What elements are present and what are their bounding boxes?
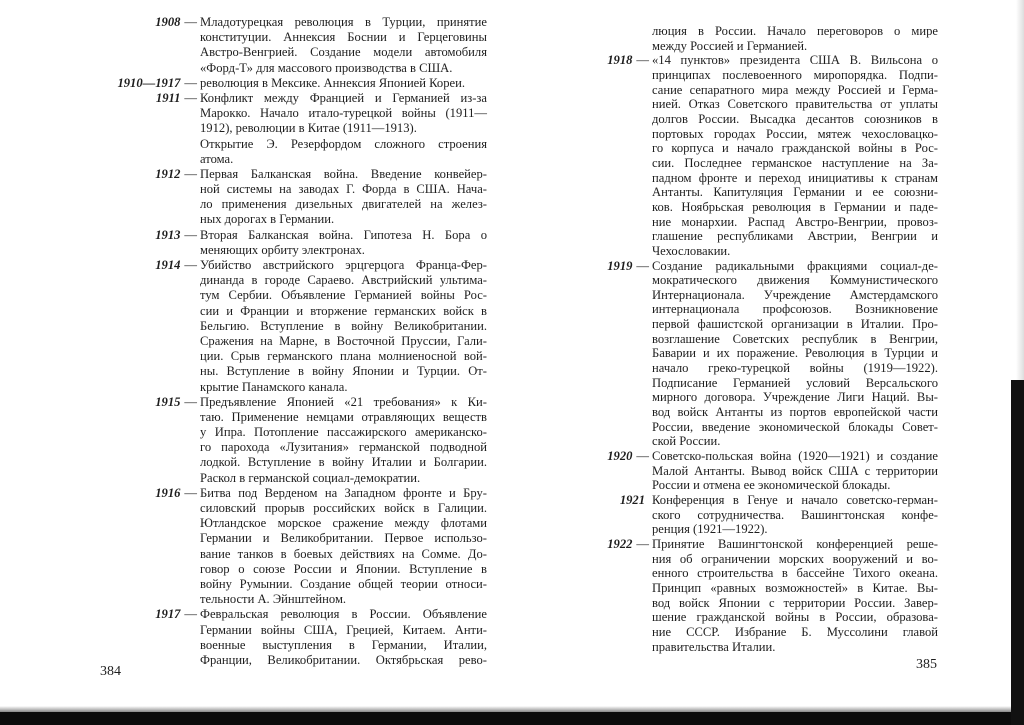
line-text: долгов России. Высадка десантов союзников в	[652, 111, 938, 126]
line-text: говор о союзе России и Японии. Вступление в	[200, 561, 487, 576]
chronology-entry	[619, 493, 938, 537]
chronology-column-right	[607, 24, 938, 654]
entry-text-line	[652, 97, 938, 112]
line-text: сии и Франции и вторжение германских войск в	[200, 303, 487, 318]
chronology-entry	[652, 24, 938, 53]
entry-text-line	[200, 364, 487, 379]
line-text: Раскол в германской социал-демократии.	[200, 470, 421, 485]
line-text: ренция (1921—1922).	[652, 522, 768, 537]
entry-text-line	[200, 455, 487, 470]
entry-text-line	[155, 15, 487, 30]
entry-text-line	[155, 227, 487, 243]
chronology-entry	[155, 607, 487, 668]
line-text: ных дорогах в Германии.	[200, 212, 335, 227]
entry-text-line	[652, 434, 938, 449]
line-text: го парохода «Лузитания» германской подводной	[200, 440, 487, 455]
line-text: ского сотрудничества. Вашингтонская конфе-	[652, 507, 938, 522]
entry-text-line	[200, 349, 487, 364]
line-text: падном фронте и переход инициативы к странам	[652, 170, 938, 185]
year-label: 1921	[619, 493, 645, 507]
entry-text-line	[200, 334, 487, 349]
line-text: Сражения на Марне, в Восточной Пруссии, Гали-	[200, 333, 487, 348]
line-text: начало греко-турецкой войны (1919—1922).	[652, 361, 938, 376]
line-text: «Форд-Т» для массового производства в США.	[200, 60, 453, 75]
entry-text-line	[155, 485, 487, 501]
chronology-entry	[155, 90, 487, 167]
line-text: мирного договора. Учреждение Лиги Наций. Вы-	[652, 390, 938, 405]
year-label: 1917	[155, 607, 181, 622]
line-text: Чехословакии.	[652, 243, 731, 258]
line-text: Интернационала. Учреждение Амстердамского	[652, 287, 938, 302]
entry-year	[620, 493, 649, 508]
entry-text-line	[652, 68, 938, 83]
entry-text-line	[652, 229, 938, 244]
entry-text-line	[652, 156, 938, 171]
entry-text-line	[619, 493, 938, 508]
year-label: 1918	[607, 53, 633, 68]
line-text: ны. Вступление в войну Японии и Турции. От-	[200, 364, 487, 379]
entry-text-line	[652, 288, 938, 303]
line-text: первой фашистской организации в Италии. Про-	[652, 317, 938, 332]
year-label: 1922	[607, 536, 633, 551]
chronology-entry	[155, 15, 487, 76]
line-text: Ютландское морское сражение между флотами	[200, 516, 487, 531]
entry-text-line	[200, 288, 487, 303]
entry-text-line	[200, 212, 487, 227]
entry-year	[607, 537, 649, 552]
line-text: ния об ограничении морских вооружений и во-	[652, 551, 938, 566]
entry-text-line	[652, 112, 938, 127]
year-label: 1920	[607, 449, 633, 464]
entry-text-line	[652, 552, 938, 567]
line-text: Убийство австрийского эрцгерцога Франца-Фер-	[200, 258, 487, 272]
line-text: возглашение Советских республик в Венгрии,	[652, 331, 938, 346]
line-text: Франции, Великобритании. Октябрьская рево-	[200, 652, 487, 667]
line-text: Баварии и их поражение. Революция в Турции и	[652, 346, 938, 361]
line-text: Советско-польская война (1920—1921) и создание	[652, 449, 938, 464]
year-label: 1912	[155, 166, 181, 181]
line-text: люция в России. Начало переговоров о мире	[652, 24, 938, 38]
entry-text-line	[200, 501, 487, 516]
line-text: Австро-Венгрией. Создание модели автомобиля	[200, 45, 487, 60]
year-label: 1908	[155, 15, 181, 29]
entry-text-line	[200, 547, 487, 562]
line-text: тельности А. Эйнштейном.	[200, 592, 347, 607]
line-text: ние СССР. Избрание Б. Муссолини главой	[652, 624, 938, 639]
entry-text-line	[652, 581, 938, 596]
chronology-entry	[155, 485, 487, 608]
entry-text-line	[200, 471, 487, 486]
entry-text-line	[200, 592, 487, 607]
entry-year	[607, 53, 649, 68]
entry-text-line	[200, 638, 487, 653]
chronology-entry	[155, 258, 487, 395]
entry-text-line	[652, 215, 938, 230]
line-text: го корпуса и начало гражданской войны в Рос-	[652, 141, 938, 156]
entry-text-line	[652, 566, 938, 581]
entry-text-line	[652, 640, 938, 655]
entry-text-line	[652, 464, 938, 479]
chronology-entry	[155, 166, 487, 228]
entry-year	[155, 15, 197, 30]
line-text: войну Румынии. Создание общей теории относи-	[200, 576, 487, 591]
line-text: военные выступления в Германии, Италии,	[200, 637, 487, 652]
entry-text-line	[200, 106, 487, 121]
line-text: меняющих орбиту электронах.	[200, 242, 365, 257]
entry-text-line	[652, 625, 938, 640]
line-text: Антанты. Капитуляция Германии и ее союзни-	[652, 185, 938, 200]
entry-year	[155, 228, 197, 243]
entry-year	[156, 91, 197, 106]
entry-text-line	[200, 30, 487, 45]
entry-text-line	[652, 200, 938, 215]
entry-text-line	[200, 304, 487, 319]
entry-text-line	[200, 577, 487, 592]
entry-year	[155, 395, 197, 410]
entry-text-line	[200, 197, 487, 212]
year-dash: —	[184, 258, 197, 272]
entry-text-line	[200, 516, 487, 531]
line-text: России и отмена ее экономической блокады.	[652, 478, 891, 493]
year-label: 1911	[155, 90, 181, 105]
year-dash: —	[184, 394, 197, 409]
line-text: атома.	[200, 151, 234, 166]
entry-text-line	[200, 152, 487, 167]
year-label: 1910—1917	[117, 75, 181, 90]
line-text: Принцип «равных возможностей» в Китае. Вы-	[652, 580, 938, 595]
entry-text-line	[200, 137, 487, 152]
entry-text-line	[200, 121, 487, 136]
line-text: нией. Отказ Советского правительства от уплаты	[652, 97, 938, 112]
line-text: революция в Мексике. Аннексия Японией Кореи.	[200, 75, 466, 90]
line-text: Первая Балканская война. Введение конвейер-	[200, 166, 487, 181]
chronology-entry	[607, 53, 938, 258]
line-text: вание танков в боевых действиях на Сомме. До-	[200, 546, 487, 561]
entry-year	[607, 449, 649, 464]
entry-text-line	[652, 508, 938, 523]
line-text: Предъявление Японией «21 требования» к Ки-	[200, 394, 487, 409]
entry-text-line	[200, 440, 487, 455]
entry-text-line	[200, 319, 487, 334]
year-label: 1913	[155, 227, 181, 242]
line-text: принципах послевоенного миропорядка. Подпи-	[652, 67, 938, 82]
entry-text-line	[652, 302, 938, 317]
entry-text-line	[652, 127, 938, 142]
line-text: у Ипра. Потопление пассажирского американско-	[200, 425, 487, 440]
line-text: Бельгию. Вступление в войну Великобритании.	[200, 318, 487, 333]
year-dash: —	[636, 53, 649, 68]
entry-text-line	[652, 244, 938, 259]
entry-text-line	[200, 531, 487, 546]
year-dash: —	[636, 536, 649, 551]
line-text: лодкой. Вступление в войну Италии и Болгарии.	[200, 455, 487, 470]
line-text: ной системы на заводах Г. Форда в США. Нача-	[200, 182, 487, 197]
entry-text-line	[652, 83, 938, 98]
entry-text-line	[652, 405, 938, 420]
entry-text-line	[652, 376, 938, 391]
line-text: мократического движения Коммунистического	[652, 273, 938, 288]
entry-text-line	[652, 39, 938, 54]
year-dash: —	[184, 227, 197, 242]
scan-border-right	[1011, 380, 1024, 725]
entry-text-line	[200, 623, 487, 638]
year-dash: —	[184, 166, 197, 181]
year-label: 1915	[155, 394, 181, 409]
year-dash: —	[184, 75, 197, 90]
entry-text-line	[200, 562, 487, 577]
entry-text-line	[200, 425, 487, 440]
line-text: силовский прорыв российских войск в Галиции.	[200, 501, 487, 515]
year-dash: —	[636, 258, 649, 273]
line-text: вод войск Антанты из портов европейской части	[652, 405, 938, 420]
entry-text-line	[652, 332, 938, 347]
entry-text-line	[652, 390, 938, 405]
entry-text-line	[607, 258, 938, 274]
year-label: 1919	[607, 258, 633, 273]
line-text: Вторая Балканская война. Гипотеза Н. Бора о	[200, 227, 487, 242]
chronology-column-left	[117, 15, 487, 668]
line-text: вод войск Японии с территории России. Завер-	[652, 595, 938, 610]
chronology-entry	[607, 536, 938, 654]
entry-text-line	[652, 522, 938, 537]
entry-text-line	[155, 607, 487, 622]
year-label: 1916	[155, 485, 181, 500]
line-text: енного строительства в бассейне Тихого океана.	[652, 566, 938, 581]
line-text: России, введение экономической блокады Совет-	[652, 419, 938, 434]
line-text: Битва под Верденом на Западном фронте и Бру-	[200, 485, 487, 500]
entry-text-line	[607, 449, 938, 464]
line-text: Создание радикальными фракциями социал-де-	[652, 258, 938, 273]
line-text: Марокко. Начало итало-турецкой войны (1911—	[200, 106, 487, 121]
entry-text-line	[200, 45, 487, 60]
entry-text-line	[117, 75, 487, 91]
entry-text-line	[652, 361, 938, 376]
entry-text-line	[155, 394, 487, 410]
line-text: между Россией и Германией.	[652, 38, 808, 53]
year-dash: —	[184, 607, 197, 622]
line-text: Открытие Э. Резерфордом сложного строения	[200, 136, 487, 151]
year-dash: —	[184, 485, 197, 500]
entry-year	[607, 259, 649, 274]
year-label: 1914	[155, 258, 181, 272]
entry-text-line	[652, 24, 938, 39]
line-text: динанда в городе Сараево. Австрийский ультима-	[200, 273, 487, 288]
line-text: Малой Антанты. Вывод войск США с территории	[652, 463, 938, 478]
chronology-entry	[117, 75, 487, 91]
entry-text-line	[652, 610, 938, 625]
page-number: 384	[100, 664, 121, 679]
line-text: Принятие Вашингтонской конференцией реше-	[652, 536, 938, 551]
entry-text-line	[607, 53, 938, 68]
entry-year	[155, 167, 197, 182]
entry-year	[155, 258, 197, 273]
chronology-entry	[155, 227, 487, 258]
entry-text-line	[652, 478, 938, 493]
entry-text-line	[200, 243, 487, 258]
year-dash: —	[636, 449, 649, 464]
entry-text-line	[200, 182, 487, 197]
line-text: крытие Панамского канала.	[200, 379, 348, 394]
entry-text-line	[155, 90, 487, 106]
line-text: Германии и Великобритании. Первое использо-	[200, 531, 487, 546]
line-text: тум Сербии. Объявление Германией войны Рос-	[200, 288, 487, 303]
line-text: «14 пунктов» президента США В. Вильсона о	[652, 53, 938, 68]
entry-text-line	[200, 653, 487, 668]
entry-text-line	[155, 166, 487, 182]
entry-year	[155, 607, 197, 622]
line-text: портовых городах России, мятеж чехословацко-	[652, 126, 938, 141]
line-text: таю. Применение немцами отравляющих веществ	[200, 409, 487, 424]
entry-year	[117, 76, 197, 91]
entry-text-line	[652, 317, 938, 332]
entry-text-line	[652, 273, 938, 288]
line-text: правительства Италии.	[652, 639, 776, 654]
line-text: ков. Ноябрьская революция в Германии и паде-	[652, 199, 938, 214]
entry-text-line	[200, 380, 487, 395]
entry-text-line	[200, 273, 487, 288]
line-text: 1912), революции в Китае (1911—1913).	[200, 121, 417, 136]
entry-text-line	[652, 141, 938, 156]
entry-text-line	[200, 61, 487, 76]
chronology-entry	[607, 449, 938, 493]
entry-year	[155, 486, 197, 501]
line-text: ние монархии. Распад Австро-Венгрии, провоз-	[652, 214, 938, 229]
line-text: Февральская революция в России. Объявление	[200, 607, 487, 622]
line-text: сание сепаратного мира между Россией и Герма-	[652, 82, 938, 97]
entry-text-line	[652, 420, 938, 435]
line-text: ской России.	[652, 434, 721, 449]
line-text: Германии войны США, Грецией, Китаем. Анти-	[200, 622, 487, 637]
entry-text-line	[607, 536, 938, 552]
scan-border-bottom	[0, 712, 1024, 725]
entry-text-line	[652, 171, 938, 186]
line-text: глашение республиками Австрии, Венгрии и	[652, 229, 938, 244]
line-text: интернационала профсоюзов. Возникновение	[652, 302, 938, 317]
entry-text-line	[652, 346, 938, 361]
line-text: сии. Последнее германское наступление на За-	[652, 155, 938, 170]
entry-text-line	[155, 258, 487, 273]
chronology-entry	[607, 258, 938, 450]
line-text: Конфликт между Францией и Германией из-за	[200, 90, 487, 105]
line-text: Конференция в Генуе и начало советско-герман-	[652, 493, 938, 507]
line-text: конституции. Аннексия Боснии и Герцеговины	[200, 30, 487, 45]
entry-text-line	[652, 596, 938, 611]
scan-edge-shadow	[1016, 0, 1024, 380]
line-text: шение гражданской войны в России, образова-	[652, 610, 938, 625]
chronology-entry	[155, 394, 487, 486]
year-dash: —	[184, 15, 197, 29]
line-text: Подписание Германией условий Версальского	[652, 375, 938, 390]
line-text: ции. Срыв германского плана молниеносной вой-	[200, 349, 487, 364]
line-text: Младотурецкая революция в Турции, принятие	[200, 15, 487, 29]
entry-text-line	[652, 185, 938, 200]
entry-text-line	[200, 410, 487, 425]
year-dash: —	[184, 90, 197, 105]
page-number: 385	[916, 657, 937, 672]
line-text: ло применения дизельных двигателей на желез-	[200, 197, 487, 212]
